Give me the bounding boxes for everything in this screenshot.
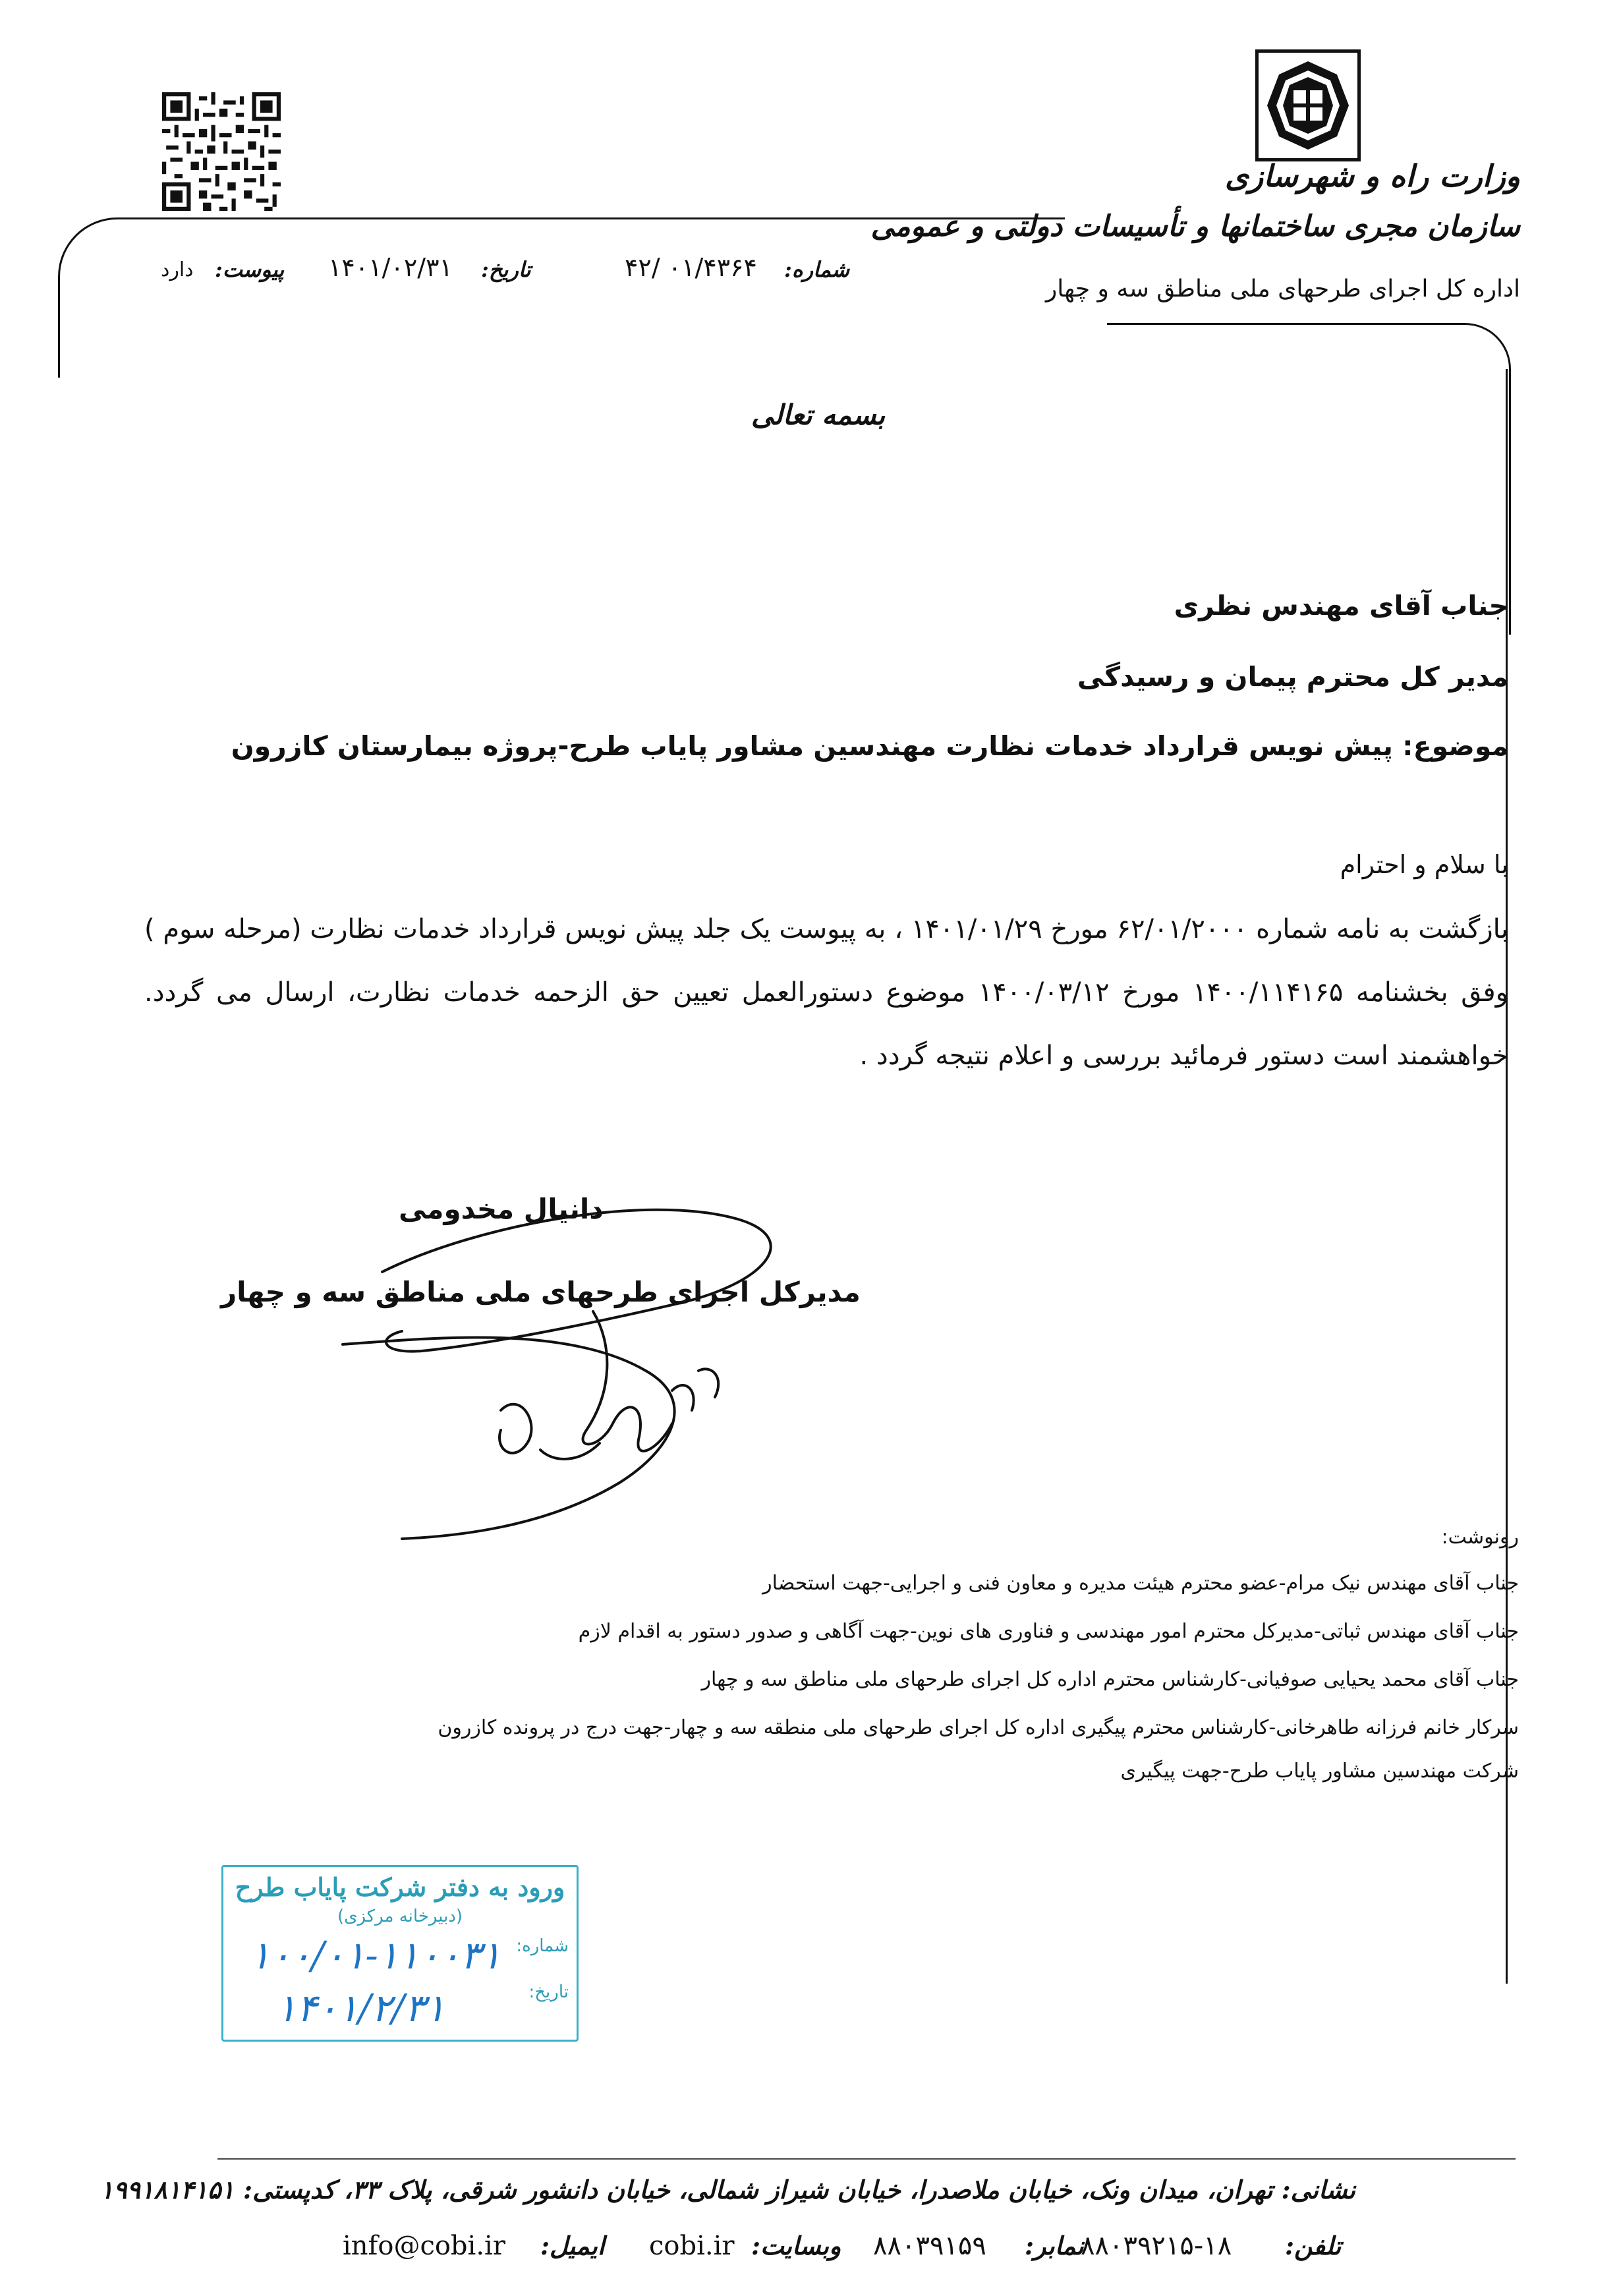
- recipient-name: جناب آقای مهندس نظری: [1174, 590, 1508, 621]
- stamp-date-label: تاریخ:: [528, 1982, 569, 2002]
- letter-number-value: ۴۲/ ۰۱/۴۳۶۴: [625, 253, 757, 282]
- recipient-title: مدیر کل محترم پیمان و رسیدگی: [1077, 661, 1508, 693]
- attachment-label: پیوست:: [215, 257, 285, 282]
- handwritten-signature: [303, 1173, 843, 1542]
- footer-email-link[interactable]: info@cobi.ir: [343, 2231, 505, 2261]
- stamp-date-value: ۱۴۰۱/۲/۳۱: [276, 1986, 446, 2030]
- footer-address: نشانی: تهران، میدان ونک، خیابان ملاصدرا، خیابان شیراز شمالی، خیابان دانشور شرقی، پلاک ۳۳، کدپستی: ۱۹۹۱۸۱۴۱۵۱: [99, 2175, 1355, 2204]
- footer-phone-label: تلفن:: [1285, 2231, 1342, 2260]
- footer-email-label: ایمیل:: [540, 2231, 605, 2260]
- footer-website-label: وبسایت:: [751, 2231, 841, 2260]
- receipt-stamp: [221, 1865, 579, 2042]
- footer-fax-label: نمابر:: [1025, 2231, 1084, 2260]
- letter-body: بازگشت به نامه شماره ۶۲/۰۱/۲۰۰۰ مورخ ۱۴۰۱/۰۱/۲۹ ، به پیوست یک جلد پیش نویس قرارداد خدمات نظارت (مرحله سوم ) وفق بخشنامه ۱۴۰۰/۱۱۴۱۶۵ مورخ ۱۴۰۰/۰۳/۱۲ موضوع دستورالعمل تعیین حق الزحمه خدمات نظارت، ارسال می گردد. خواهشمند است دستور فرمائید بررسی و اعلام نتیجه گردد .: [144, 914, 1508, 1071]
- cc-item: جناب آقای مهندس ثباتی-مدیرکل محترم امور مهندسی و فناوری های نوین-جهت آگاهی و صدور دستور به اقدام لازم: [578, 1620, 1519, 1643]
- footer-phone: ۸۸۰۳۹۲۱۵-۱۸: [1081, 2231, 1232, 2261]
- stamp-title: ورود به دفتر شرکت پایاب طرح: [235, 1872, 565, 1902]
- cc-item: شرکت مهندسین مشاور پایاب طرح-جهت پیگیری: [1120, 1760, 1519, 1783]
- greeting: با سلام و احترام: [1340, 850, 1508, 879]
- organization-name: سازمان مجری ساختمانها و تأسیسات دولتی و عمومی: [870, 210, 1520, 243]
- signatory-title: مدیرکل اجرای طرحهای ملی مناطق سه و چهار: [221, 1276, 861, 1308]
- department-name: اداره کل اجرای طرحهای ملی مناطق سه و چهار: [1045, 275, 1520, 302]
- cc-item: جناب آقای محمد یحیایی صوفیانی-کارشناس محترم اداره کل اجرای طرحهای ملی مناطق سه و چهار: [701, 1668, 1519, 1691]
- stamp-number-value: ۱۰۰/۰۱-۱۱۰۰۳۱: [250, 1933, 501, 1978]
- footer-fax: ۸۸۰۳۹۱۵۹: [873, 2231, 986, 2261]
- stamp-subtitle: (دبیرخانه مرکزی): [337, 1907, 463, 1926]
- attachment-value: دارد: [161, 258, 194, 281]
- letter-subject: موضوع: پیش نویس قرارداد خدمات نظارت مهندسین مشاور پایاب طرح-پروژه بیمارستان کازرون: [231, 730, 1508, 762]
- footer-website-link[interactable]: cobi.ir: [649, 2231, 735, 2261]
- cc-heading: رونوشت:: [1441, 1526, 1519, 1549]
- ministry-logo: [1255, 49, 1361, 161]
- signatory-name: دانیال مخدومی: [399, 1193, 604, 1225]
- footer-divider: [217, 2158, 1516, 2160]
- frame-line-right: [1107, 323, 1511, 635]
- letter-date-label: تاریخ:: [481, 257, 531, 282]
- frame-line-left: [58, 217, 1065, 378]
- cc-item: جناب آقای مهندس نیک مرام-عضو محترم هیئت مدیره و معاون فنی و اجرایی-جهت استحضار: [762, 1572, 1519, 1595]
- letter-number-label: شماره:: [784, 257, 850, 282]
- letter-date-value: ۱۴۰۱/۰۲/۳۱: [328, 253, 453, 282]
- qr-code: [162, 92, 281, 211]
- stamp-number-label: شماره:: [516, 1936, 569, 1956]
- ministry-name: وزارت راه و شهرسازی: [1225, 158, 1520, 194]
- cc-item: سرکار خانم فرزانه طاهرخانی-کارشناس محترم پیگیری اداره کل اجرای طرحهای ملی منطقه سه و چهار-جهت درج در پرونده کازرون: [438, 1716, 1519, 1739]
- bismillah-heading: بسمه تعالی: [751, 399, 886, 431]
